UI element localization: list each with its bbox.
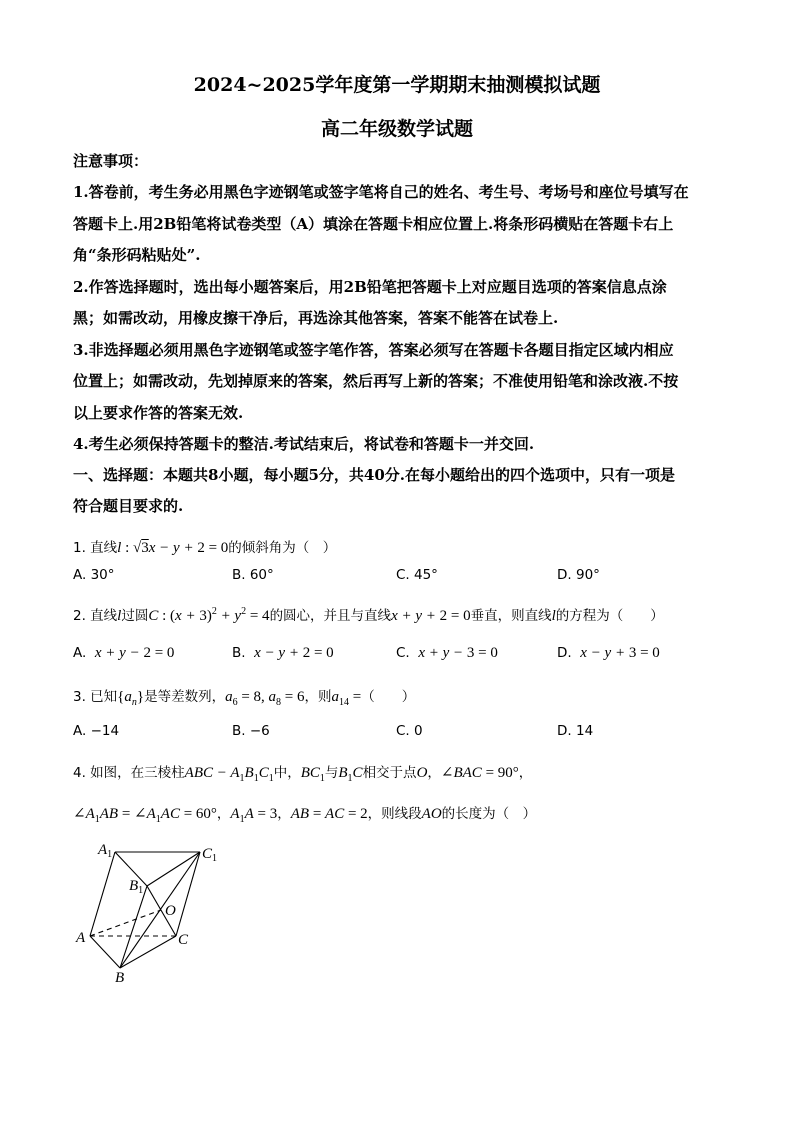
- label-b1: $B_1$: [129, 878, 144, 896]
- q2-suffix: 的方程为（ ）: [555, 608, 664, 624]
- q1-option-a: A. 30°: [73, 567, 115, 583]
- label-c1: $C_1$: [202, 846, 218, 864]
- exam-title: 2024~2025学年度第一学期期末抽测模拟试题: [193, 74, 601, 96]
- section-1-line-2: 符合题目要求的.: [73, 497, 184, 515]
- q3-option-c: C. 0: [396, 723, 423, 739]
- question-4-line-2: $\angle A_1AB$ = $\angle A_1AC = 60^\circ$，$A_1A = 3$，AB = AC = 2，则线段AO的长度为（ ）: [73, 806, 537, 825]
- q2-circle-eq: C : $(x + 3)^2 + y^2 = 4$: [148, 606, 270, 624]
- notes-heading: 注意事项：: [73, 152, 149, 170]
- q2-line-l-2: l: [551, 608, 556, 624]
- note-1-line-3: 角“条形码粘贴处”.: [73, 246, 201, 264]
- section-1-line-1: 一、选择题：本题共8小题，每小题5分，共40分.在每小题给出的四个选项中，只有一项是: [73, 466, 675, 484]
- prism-figure: [70, 838, 230, 988]
- question-2: [73, 604, 664, 625]
- q2-option-d: D. x − y + 3 = 0: [557, 645, 660, 661]
- q2-option-b: B. x − y + 2 = 0: [232, 645, 334, 661]
- q1-equation: l : √3x − y + 2 = 0: [117, 540, 229, 556]
- q3-target: $a_{14}$ =: [331, 689, 362, 708]
- q3-prefix: 3. 已知: [73, 689, 118, 705]
- q2-mid3: 垂直，则直线: [470, 608, 552, 624]
- note-3-line-3: 以上要求作答的答案无效.: [73, 404, 244, 422]
- q1-prefix: 1. 直线: [73, 540, 118, 556]
- note-1-line-1: 1.答卷前，考生务必用黑色字迹钢笔或签字笔将自己的姓名、考生号、考场号和座位号填写在: [73, 183, 689, 201]
- q3-mid: 是等差数列，: [144, 689, 226, 705]
- question-4-line-1: 4. 如图，在三棱柱ABC − $A_1B_1C_1$中，$BC_1$与$B_1C$相交于点O，∠BAC = 90°，: [73, 765, 533, 784]
- q2-line-l: l: [117, 608, 122, 624]
- q2-option-c: C. x + y − 3 = 0: [396, 645, 498, 661]
- q3-option-a: A. −14: [73, 723, 120, 739]
- q3-given: $a_6 = 8$, $a_8 = 6$: [225, 689, 305, 708]
- note-2-line-1: 2.作答选择题时，选出每小题答案后，用2B铅笔把答题卡上对应题目选项的答案信息点涂: [73, 278, 667, 296]
- q2-option-a: A. x + y − 2 = 0: [73, 645, 175, 661]
- q1-option-d: D. 90°: [557, 567, 600, 583]
- note-1-line-2: 答题卡上.用2B铅笔将试卷类型（A）填涂在答题卡相应位置上.将条形码横贴在答题卡右上: [73, 215, 674, 233]
- label-c: C: [178, 932, 189, 948]
- label-b: B: [115, 970, 125, 986]
- label-o: O: [165, 903, 176, 919]
- q3-option-d: D. 14: [557, 723, 594, 739]
- label-a1: $A_1$: [98, 842, 113, 860]
- edge-a-a1: [90, 852, 115, 936]
- q2-mid1: 过圆: [121, 608, 149, 624]
- note-4-line-1: 4.考生必须保持答题卡的整洁.考试结束后，将试卷和答题卡一并交回.: [73, 435, 535, 453]
- note-3-line-2: 位置上；如需改动，先划掉原来的答案，然后再写上新的答案；不准使用铅笔和涂改液.不按: [73, 372, 679, 390]
- q1-suffix: 的倾斜角为（ ）: [228, 540, 337, 556]
- note-3-line-1: 3.非选择题必须用黑色字迹钢笔或签字笔作答，答案必须写在答题卡各题目指定区域内相应: [73, 341, 674, 359]
- note-2-line-2: 黑；如需改动，用橡皮擦干净后，再选涂其他答案，答案不能答在试卷上.: [73, 309, 559, 327]
- edge-a-b: [90, 936, 120, 968]
- q4-angle-bac: ∠BAC = 90°: [440, 765, 519, 781]
- q2-prefix: 2. 直线: [73, 608, 118, 624]
- edge-b-b1: [120, 886, 147, 968]
- q3-mid2: ，则: [304, 689, 332, 705]
- q1-option-b: B. 60°: [232, 567, 274, 583]
- exam-subtitle: 高二年级数学试题: [320, 118, 473, 140]
- q4-angles: $\angle A_1AB$ = $\angle A_1AC = 60^\circ$: [73, 806, 217, 825]
- question-1: [73, 536, 336, 557]
- label-a: A: [76, 930, 86, 946]
- q2-perp-line-eq: x + y + 2 = 0: [391, 608, 471, 624]
- question-3: [73, 685, 415, 708]
- q3-suffix: （ ）: [361, 689, 416, 705]
- q3-option-b: B. −6: [232, 723, 270, 739]
- q4-prism: ABC − $A_1B_1C_1$: [184, 765, 274, 784]
- q1-option-c: C. 45°: [396, 567, 438, 583]
- q3-sequence: $\{a_n\}$: [117, 689, 145, 708]
- segment-a-o: [90, 910, 161, 936]
- q2-mid2: 的圆心，并且与直线: [269, 608, 392, 624]
